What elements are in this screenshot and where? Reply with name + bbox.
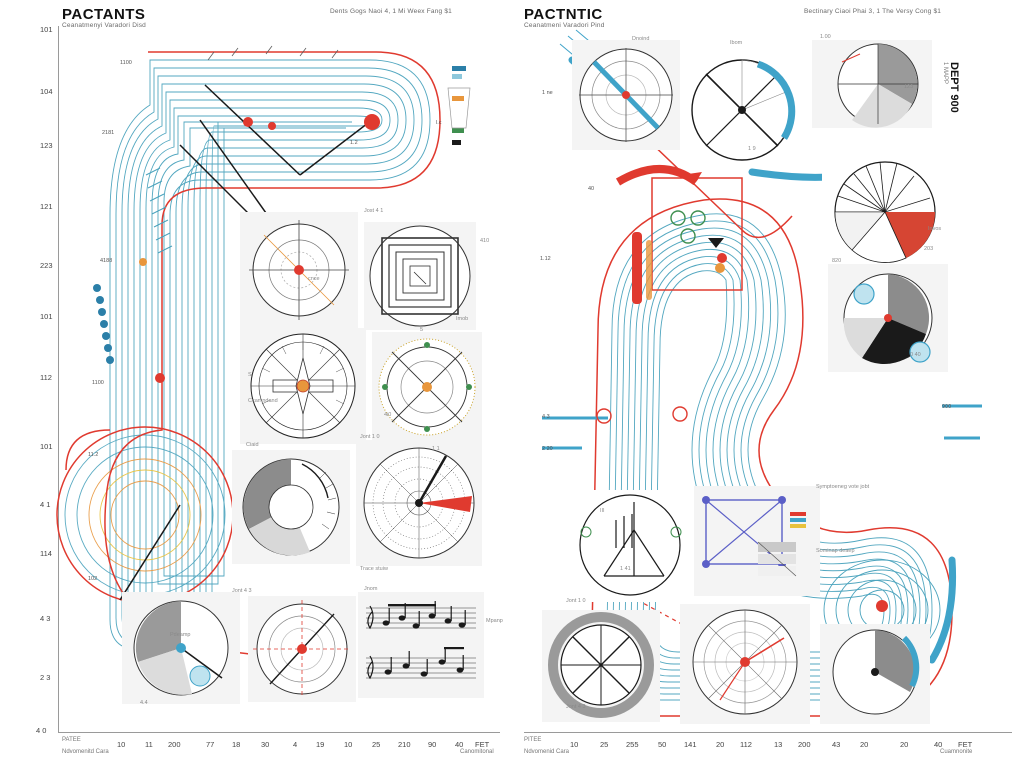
footer-sub-left: Ndvomenitd Cara [62, 749, 109, 755]
tile-ring-cross-dial[interactable] [542, 610, 660, 722]
callout: 4 3 [542, 414, 550, 420]
callout: 1.12 [540, 256, 551, 262]
tile-label: 410 [480, 238, 490, 244]
page-subtitle-left: Ceanatmenyi Varadori Disd [62, 22, 146, 29]
tile-quadrant-shade-chart[interactable] [684, 52, 800, 168]
axis-tick: 40 [455, 740, 464, 749]
axis-tick: 20 [716, 740, 725, 749]
tile-note: Imob [456, 316, 469, 322]
page-title-right: PACTNTIC [524, 6, 603, 23]
tile-label: Dnoind [632, 36, 650, 42]
axis-tick: 112 [740, 740, 752, 749]
axis-tick: 25 [372, 740, 381, 749]
tile-shaded-pie-dial[interactable] [232, 450, 350, 564]
axis-tick: 10 [117, 740, 126, 749]
callout: l.c [436, 120, 442, 126]
footer-sub-right: Ndvomenid Cara [524, 749, 570, 755]
axis-tick: 90 [428, 740, 437, 749]
tile-pie-sector-chart[interactable] [122, 592, 240, 704]
axis-tick: 43 [832, 740, 841, 749]
tile-four-quadrant-dial[interactable] [828, 264, 948, 372]
tile-label: Jost 4 1 [364, 208, 384, 214]
tile-label: S [248, 372, 252, 378]
callout: 900 [942, 404, 952, 410]
tile-quadrant-small-label: 1.00 [820, 34, 831, 40]
header-right-left: Dents Gogs Naoi 4, 1 Mi Weex Fang $1 [330, 8, 452, 15]
tile-label: Symptoeneg vote jobt [816, 484, 870, 490]
footer-label-right: PITEE [524, 737, 542, 743]
tile-label: Ciaid [246, 442, 259, 448]
axis-tick: 114 [40, 549, 52, 558]
tile-label: Jont 1 0 [360, 434, 380, 440]
tile-note: Mpanp [486, 618, 503, 624]
panel-right [512, 0, 1024, 768]
axis-tick: 101 [40, 442, 53, 451]
axis-tick: 13 [774, 740, 783, 749]
axis-tick: 141 [684, 740, 697, 749]
page-subtitle-right: Ceanatmeni Varadori Pind [524, 22, 605, 29]
tile-music-staff[interactable] [358, 592, 484, 698]
tile-note: Jont 4 3 [566, 704, 586, 710]
axis-tick: 19 [316, 740, 325, 749]
axis-tick: 18 [232, 740, 241, 749]
tile-quadrant-small[interactable] [812, 40, 932, 128]
tile-note: cnce [308, 276, 320, 282]
callout: 40 [588, 186, 595, 192]
tile-label: Jont 1 0 [566, 598, 586, 604]
axis-tick: 123 [40, 141, 53, 150]
axis-tick: 255 [626, 740, 639, 749]
callout: 1100 [92, 380, 104, 386]
axis-tick: 200 [798, 740, 811, 749]
axis-tick: 104 [40, 87, 53, 96]
tile-label: Jont 4 3 [232, 588, 252, 594]
axis-tick: 121 [40, 202, 53, 211]
tile-compass-rose[interactable] [240, 328, 366, 444]
axis-tick: 20 [860, 740, 869, 749]
tile-grid-diagonal-matrix[interactable] [694, 486, 820, 596]
tile-concentric-polar-plot[interactable] [680, 604, 810, 724]
vertical-dept-label: DEPT 900 [948, 62, 960, 113]
header-right-right: Bectinary Ciaoi Phai 3, 1 The Versy Cong $1 [804, 8, 942, 15]
tile-note: Ccamndand [248, 398, 278, 404]
tile-note: Pdeamp [170, 632, 191, 638]
axis-tick: 10 [570, 740, 579, 749]
axis-tick: 40 [934, 740, 943, 749]
tile-note: 1 9 [748, 146, 756, 152]
tile-note: 4i0 [384, 412, 392, 418]
callout: 1100 [120, 60, 132, 66]
axis-tick: 4 1 [40, 500, 51, 509]
tile-concentric-squares[interactable] [364, 222, 476, 330]
axis-tick: 101 [40, 25, 53, 34]
tile-note: Invos [928, 226, 942, 232]
axis-tick: 112 [40, 373, 52, 382]
axis-tick: 2 3 [40, 673, 51, 682]
footer-right-right: Cuamnonite [940, 749, 973, 755]
tile-polar-compass-small[interactable] [240, 212, 358, 330]
axis-tick: 77 [206, 740, 215, 749]
tile-label: Jnom [364, 586, 378, 592]
axis-tick: 101 [40, 312, 53, 321]
axis-tick: 4 0 [36, 726, 47, 735]
callout: 2181 [102, 130, 115, 136]
callout: 102 [88, 576, 98, 582]
axis-tick: 10 [344, 740, 353, 749]
callout: 1.2 [350, 140, 358, 146]
tile-label: 5 [420, 327, 424, 333]
tile-label: Ibom [730, 40, 743, 46]
axis-tick: 210 [398, 740, 411, 749]
tile-note-2: 203 [924, 246, 934, 252]
tile-note: Trace stuiw [360, 566, 388, 572]
vertical-dept-sub: 1 MAPP [942, 62, 948, 85]
axis-tick: 30 [261, 740, 270, 749]
tile-radar-sweep-dial[interactable] [356, 440, 482, 566]
axis-tick: FET [958, 740, 973, 749]
tile-note: Sominap deaep [816, 548, 855, 554]
axis-tick: 20 [900, 740, 909, 749]
tile-note: 1 41 [620, 566, 631, 572]
axis-tick: 4 [293, 740, 298, 749]
footer-label-left: PATEE [62, 737, 81, 743]
callout: 1 ne [542, 90, 553, 96]
axis-tick: 11 [145, 740, 153, 749]
tile-label: 820 [832, 258, 842, 264]
footer-right-left: Canomitonal [460, 749, 494, 755]
tile-label: III [600, 508, 605, 514]
tile-radial-dial[interactable] [372, 332, 482, 442]
page-title-left: PACTANTS [62, 6, 146, 23]
tile-triangle-circle-diagram[interactable] [570, 490, 690, 602]
axis-tick: 200 [168, 740, 181, 749]
axis-tick: 4 3 [40, 614, 51, 623]
tile-shaded-slice-dial[interactable] [820, 624, 930, 724]
callout: 11.2 [88, 452, 99, 458]
axis-tick: 25 [600, 740, 609, 749]
axis-tick: 223 [40, 261, 53, 270]
tile-note: 0 40 [910, 352, 921, 358]
tile-quadrant-small-note: 123 [904, 84, 914, 90]
tile-tilted-disc-chart[interactable] [572, 40, 680, 150]
tile-extra-note: 1 1 [432, 446, 440, 452]
tile-polar-crosshair[interactable] [248, 596, 356, 702]
axis-tick: 50 [658, 740, 667, 749]
tile-note-secondary: 4.4 [140, 700, 148, 706]
callout: 2 20 [542, 446, 553, 452]
callout: 4188 [100, 258, 113, 264]
axis-tick: FET [475, 740, 490, 749]
